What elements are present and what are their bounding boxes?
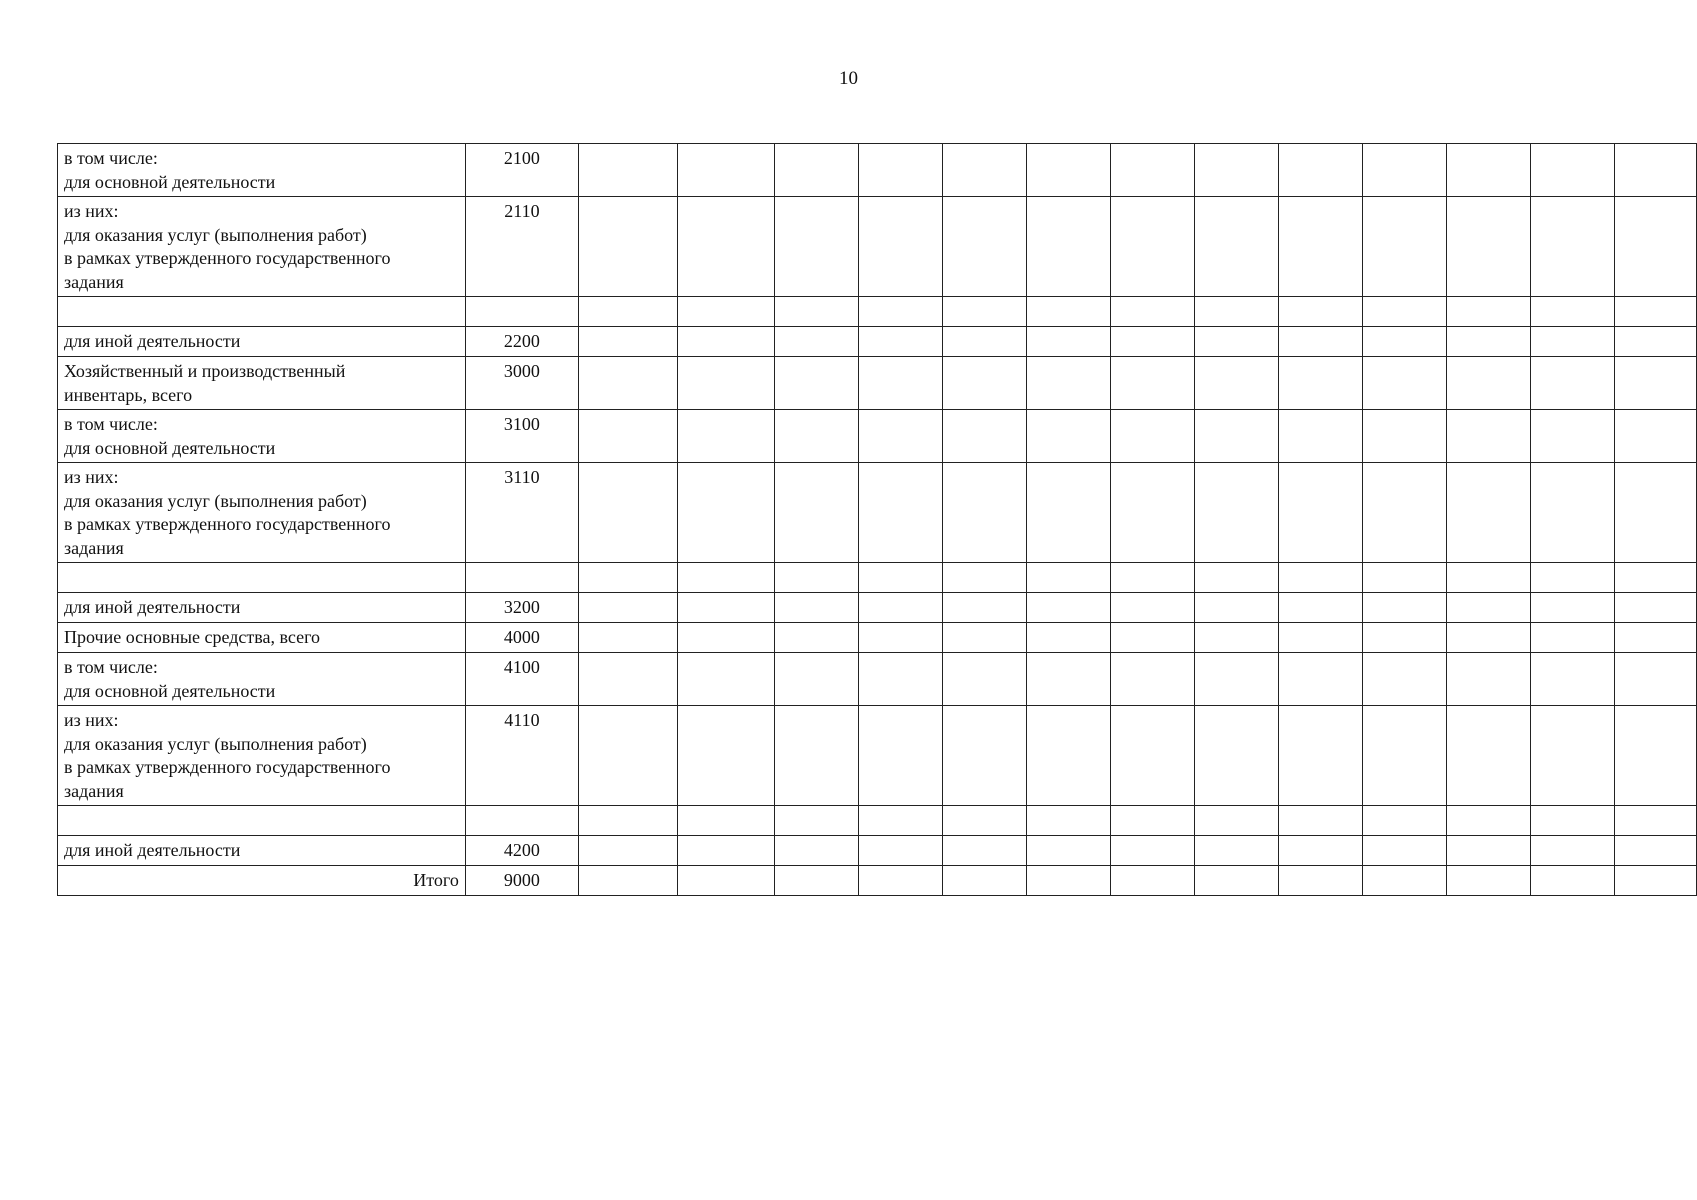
indicator-name-line: Прочие основные средства, всего [64, 627, 321, 647]
value-cell[interactable] [578, 653, 677, 706]
value-cell[interactable] [578, 866, 677, 896]
value-cell[interactable] [775, 806, 859, 836]
value-cell[interactable] [1363, 297, 1447, 327]
value-cell[interactable] [1363, 593, 1447, 623]
value-cell[interactable] [1446, 197, 1530, 297]
value-cell[interactable] [1446, 357, 1530, 410]
value-cell[interactable] [859, 463, 943, 563]
value-cell[interactable] [859, 593, 943, 623]
table-row [58, 623, 1697, 653]
value-cell[interactable] [1614, 357, 1696, 410]
value-cell[interactable] [775, 706, 859, 806]
value-cell[interactable] [1279, 653, 1363, 706]
value-cell[interactable] [677, 836, 775, 866]
value-cell[interactable] [859, 197, 943, 297]
value-cell[interactable] [775, 866, 859, 896]
value-cell[interactable] [1363, 836, 1447, 866]
value-cell[interactable] [1027, 653, 1111, 706]
table-row [58, 806, 1697, 836]
table-row [58, 357, 1697, 410]
value-cell[interactable] [1027, 197, 1111, 297]
value-cell[interactable] [1530, 593, 1614, 623]
value-cell[interactable] [1111, 463, 1195, 563]
value-cell[interactable] [578, 463, 677, 563]
table-body [58, 144, 1697, 896]
value-cell[interactable] [859, 327, 943, 357]
value-cell[interactable] [859, 806, 943, 836]
indicator-name-cell [58, 144, 466, 197]
value-cell[interactable] [859, 866, 943, 896]
value-cell[interactable] [1530, 806, 1614, 836]
value-cell[interactable] [677, 593, 775, 623]
value-cell[interactable] [1111, 563, 1195, 593]
value-cell[interactable] [578, 410, 677, 463]
value-cell[interactable] [1530, 410, 1614, 463]
value-cell[interactable] [1446, 866, 1530, 896]
indicator-name-cell [58, 563, 466, 593]
table-row [58, 836, 1697, 866]
indicator-name-line: инвентарь, всего [64, 384, 193, 405]
indicator-name-cell [58, 357, 466, 410]
value-cell[interactable] [1614, 593, 1696, 623]
value-cell[interactable] [1363, 327, 1447, 357]
value-cell[interactable] [1111, 836, 1195, 866]
indicator-name-line: из них: [64, 710, 119, 730]
value-cell[interactable] [775, 327, 859, 357]
value-cell[interactable] [1111, 623, 1195, 653]
indicator-name-line: задания [64, 537, 124, 558]
value-cell[interactable] [578, 563, 677, 593]
total-label-cell [58, 866, 466, 896]
value-cell[interactable] [677, 623, 775, 653]
value-cell[interactable] [1195, 806, 1279, 836]
line-code-cell: 2200 [465, 327, 578, 357]
line-code-cell [465, 806, 578, 836]
value-cell[interactable] [1111, 410, 1195, 463]
value-cell[interactable] [1614, 410, 1696, 463]
value-cell[interactable] [677, 144, 775, 197]
value-cell[interactable] [1111, 806, 1195, 836]
value-cell[interactable] [1027, 144, 1111, 197]
value-cell[interactable] [1195, 297, 1279, 327]
value-cell[interactable] [1027, 806, 1111, 836]
value-cell[interactable] [1614, 563, 1696, 593]
value-cell[interactable] [943, 836, 1027, 866]
table-row [58, 410, 1697, 463]
value-cell[interactable] [859, 836, 943, 866]
value-cell[interactable] [943, 197, 1027, 297]
value-cell[interactable] [1027, 410, 1111, 463]
value-cell[interactable] [1195, 327, 1279, 357]
value-cell[interactable] [578, 144, 677, 197]
value-cell[interactable] [1195, 357, 1279, 410]
line-code-cell: 4200 [465, 836, 578, 866]
value-cell[interactable] [1363, 563, 1447, 593]
line-code-cell [465, 563, 578, 593]
indicator-name-cell [58, 297, 466, 327]
value-cell[interactable] [775, 463, 859, 563]
line-code-cell: 3200 [465, 593, 578, 623]
value-cell[interactable] [1195, 563, 1279, 593]
indicator-name-line: из них: [64, 467, 119, 487]
value-cell[interactable] [1530, 706, 1614, 806]
indicator-name-cell [58, 706, 466, 806]
value-cell[interactable] [1530, 836, 1614, 866]
value-cell[interactable] [1027, 463, 1111, 563]
value-cell[interactable] [1111, 197, 1195, 297]
value-cell[interactable] [1195, 866, 1279, 896]
value-cell[interactable] [1446, 623, 1530, 653]
value-cell[interactable] [943, 410, 1027, 463]
table-row [58, 593, 1697, 623]
value-cell[interactable] [1614, 144, 1696, 197]
fixed-assets-table [57, 143, 1697, 896]
table-row [58, 866, 1697, 896]
value-cell[interactable] [578, 357, 677, 410]
value-cell[interactable] [859, 653, 943, 706]
indicator-name-line: в рамках утвержденного государственного [64, 514, 391, 534]
line-code-cell: 3100 [465, 410, 578, 463]
value-cell[interactable] [677, 463, 775, 563]
value-cell[interactable] [1027, 866, 1111, 896]
indicator-name-cell [58, 623, 466, 653]
value-cell[interactable] [1530, 463, 1614, 563]
line-code-cell: 3000 [465, 357, 578, 410]
line-code-cell: 3110 [465, 463, 578, 563]
value-cell[interactable] [1614, 197, 1696, 297]
value-cell[interactable] [1614, 327, 1696, 357]
indicator-name-line: задания [64, 780, 124, 801]
value-cell[interactable] [859, 144, 943, 197]
indicator-name-line: в рамках утвержденного государственного [64, 248, 391, 268]
value-cell[interactable] [1530, 623, 1614, 653]
value-cell[interactable] [578, 706, 677, 806]
value-cell[interactable] [1279, 866, 1363, 896]
value-cell[interactable] [1530, 197, 1614, 297]
value-cell[interactable] [677, 653, 775, 706]
value-cell[interactable] [1111, 593, 1195, 623]
value-cell[interactable] [1279, 463, 1363, 563]
indicator-name-line: из них: [64, 201, 119, 221]
indicator-name-cell [58, 410, 466, 463]
value-cell[interactable] [1027, 357, 1111, 410]
value-cell[interactable] [1279, 563, 1363, 593]
value-cell[interactable] [677, 327, 775, 357]
value-cell[interactable] [1530, 653, 1614, 706]
value-cell[interactable] [1279, 410, 1363, 463]
line-code-cell: 9000 [465, 866, 578, 896]
value-cell[interactable] [677, 410, 775, 463]
value-cell[interactable] [1279, 706, 1363, 806]
indicator-name-line: для оказания услуг (выполнения работ) [64, 490, 367, 511]
indicator-name-cell [58, 463, 466, 563]
line-code-cell: 2100 [465, 144, 578, 197]
value-cell[interactable] [1614, 836, 1696, 866]
value-cell[interactable] [1111, 144, 1195, 197]
value-cell[interactable] [1363, 410, 1447, 463]
value-cell[interactable] [1195, 463, 1279, 563]
value-cell[interactable] [1363, 623, 1447, 653]
value-cell[interactable] [1446, 653, 1530, 706]
value-cell[interactable] [1279, 327, 1363, 357]
value-cell[interactable] [1530, 144, 1614, 197]
indicator-name-cell [58, 806, 466, 836]
value-cell[interactable] [1363, 653, 1447, 706]
value-cell[interactable] [1279, 197, 1363, 297]
value-cell[interactable] [1111, 327, 1195, 357]
value-cell[interactable] [775, 357, 859, 410]
table-row [58, 463, 1697, 563]
value-cell[interactable] [859, 563, 943, 593]
value-cell[interactable] [943, 463, 1027, 563]
value-cell[interactable] [775, 836, 859, 866]
value-cell[interactable] [1027, 623, 1111, 653]
value-cell[interactable] [1363, 463, 1447, 563]
value-cell[interactable] [1279, 836, 1363, 866]
table-row [58, 144, 1697, 197]
indicator-name-line: Хозяйственный и производственный [64, 361, 346, 381]
indicator-name-line: в том числе: [64, 414, 158, 434]
indicator-name-line: для оказания услуг (выполнения работ) [64, 224, 367, 245]
value-cell[interactable] [943, 144, 1027, 197]
value-cell[interactable] [1363, 866, 1447, 896]
value-cell[interactable] [1195, 623, 1279, 653]
value-cell[interactable] [1614, 463, 1696, 563]
line-code-cell [465, 297, 578, 327]
value-cell[interactable] [578, 197, 677, 297]
value-cell[interactable] [1027, 563, 1111, 593]
value-cell[interactable] [1614, 706, 1696, 806]
indicator-name-cell [58, 836, 466, 866]
value-cell[interactable] [1363, 706, 1447, 806]
value-cell[interactable] [1195, 706, 1279, 806]
value-cell[interactable] [859, 623, 943, 653]
value-cell[interactable] [1027, 706, 1111, 806]
indicator-name-line: для основной деятельности [64, 680, 276, 701]
value-cell[interactable] [859, 410, 943, 463]
value-cell[interactable] [1111, 297, 1195, 327]
value-cell[interactable] [943, 327, 1027, 357]
value-cell[interactable] [1279, 357, 1363, 410]
value-cell[interactable] [1279, 144, 1363, 197]
value-cell[interactable] [1027, 297, 1111, 327]
table-row [58, 706, 1697, 806]
value-cell[interactable] [1195, 144, 1279, 197]
table-row [58, 327, 1697, 357]
value-cell[interactable] [578, 327, 677, 357]
value-cell[interactable] [1027, 836, 1111, 866]
value-cell[interactable] [578, 593, 677, 623]
value-cell[interactable] [677, 706, 775, 806]
value-cell[interactable] [1614, 297, 1696, 327]
value-cell[interactable] [1279, 593, 1363, 623]
value-cell[interactable] [1111, 866, 1195, 896]
value-cell[interactable] [775, 593, 859, 623]
value-cell[interactable] [775, 653, 859, 706]
value-cell[interactable] [775, 563, 859, 593]
value-cell[interactable] [943, 706, 1027, 806]
line-code-cell: 4100 [465, 653, 578, 706]
indicator-name-line: в том числе: [64, 148, 158, 168]
page-number: 10 [839, 68, 858, 89]
indicator-name-line: задания [64, 271, 124, 292]
indicator-name-line: в рамках утвержденного государственного [64, 757, 391, 777]
value-cell[interactable] [1530, 563, 1614, 593]
value-cell[interactable] [578, 623, 677, 653]
table-row [58, 563, 1697, 593]
value-cell[interactable] [1446, 463, 1530, 563]
value-cell[interactable] [775, 144, 859, 197]
value-cell[interactable] [775, 623, 859, 653]
value-cell[interactable] [1279, 806, 1363, 836]
line-code-cell: 4110 [465, 706, 578, 806]
value-cell[interactable] [1363, 197, 1447, 297]
indicator-name-line: для иной деятельности [64, 331, 241, 351]
table-row [58, 197, 1697, 297]
value-cell[interactable] [1446, 706, 1530, 806]
value-cell[interactable] [1111, 706, 1195, 806]
value-cell[interactable] [859, 706, 943, 806]
value-cell[interactable] [1279, 297, 1363, 327]
value-cell[interactable] [1195, 836, 1279, 866]
value-cell[interactable] [1111, 357, 1195, 410]
value-cell[interactable] [1530, 357, 1614, 410]
value-cell[interactable] [1195, 593, 1279, 623]
value-cell[interactable] [1446, 806, 1530, 836]
value-cell[interactable] [775, 197, 859, 297]
value-cell[interactable] [1027, 593, 1111, 623]
value-cell[interactable] [943, 593, 1027, 623]
value-cell[interactable] [1111, 653, 1195, 706]
value-cell[interactable] [578, 836, 677, 866]
indicator-name-cell [58, 327, 466, 357]
value-cell[interactable] [677, 357, 775, 410]
value-cell[interactable] [1363, 144, 1447, 197]
value-cell[interactable] [775, 410, 859, 463]
value-cell[interactable] [943, 866, 1027, 896]
value-cell[interactable] [943, 563, 1027, 593]
value-cell[interactable] [1446, 297, 1530, 327]
value-cell[interactable] [677, 866, 775, 896]
value-cell[interactable] [943, 297, 1027, 327]
value-cell[interactable] [943, 357, 1027, 410]
value-cell[interactable] [1530, 327, 1614, 357]
value-cell[interactable] [1363, 806, 1447, 836]
indicator-name-line: для основной деятельности [64, 437, 276, 458]
value-cell[interactable] [1279, 623, 1363, 653]
table-row [58, 653, 1697, 706]
value-cell[interactable] [1446, 144, 1530, 197]
table-row [58, 297, 1697, 327]
indicator-name-line: для иной деятельности [64, 840, 241, 860]
value-cell[interactable] [1530, 866, 1614, 896]
indicator-name-line: для оказания услуг (выполнения работ) [64, 733, 367, 754]
indicator-name-cell [58, 653, 466, 706]
value-cell[interactable] [1446, 410, 1530, 463]
indicator-name-line: для иной деятельности [64, 597, 241, 617]
line-code-cell: 4000 [465, 623, 578, 653]
line-code-cell: 2110 [465, 197, 578, 297]
value-cell[interactable] [1195, 197, 1279, 297]
value-cell[interactable] [943, 623, 1027, 653]
indicator-name-line: Итого [413, 870, 459, 890]
value-cell[interactable] [1614, 653, 1696, 706]
value-cell[interactable] [775, 297, 859, 327]
indicator-name-cell [58, 197, 466, 297]
indicator-name-line: в том числе: [64, 657, 158, 677]
value-cell[interactable] [677, 563, 775, 593]
value-cell[interactable] [943, 653, 1027, 706]
value-cell[interactable] [677, 197, 775, 297]
value-cell[interactable] [1530, 297, 1614, 327]
value-cell[interactable] [943, 806, 1027, 836]
value-cell[interactable] [859, 297, 943, 327]
value-cell[interactable] [859, 357, 943, 410]
value-cell[interactable] [1614, 866, 1696, 896]
indicator-name-line: для основной деятельности [64, 171, 276, 192]
value-cell[interactable] [1446, 836, 1530, 866]
value-cell[interactable] [1446, 593, 1530, 623]
value-cell[interactable] [1614, 623, 1696, 653]
value-cell[interactable] [1027, 327, 1111, 357]
value-cell[interactable] [677, 297, 775, 327]
value-cell[interactable] [1195, 410, 1279, 463]
value-cell[interactable] [578, 806, 677, 836]
value-cell[interactable] [677, 806, 775, 836]
value-cell[interactable] [578, 297, 677, 327]
value-cell[interactable] [1446, 563, 1530, 593]
indicator-name-cell [58, 593, 466, 623]
value-cell[interactable] [1446, 327, 1530, 357]
value-cell[interactable] [1363, 357, 1447, 410]
value-cell[interactable] [1614, 806, 1696, 836]
value-cell[interactable] [1195, 653, 1279, 706]
